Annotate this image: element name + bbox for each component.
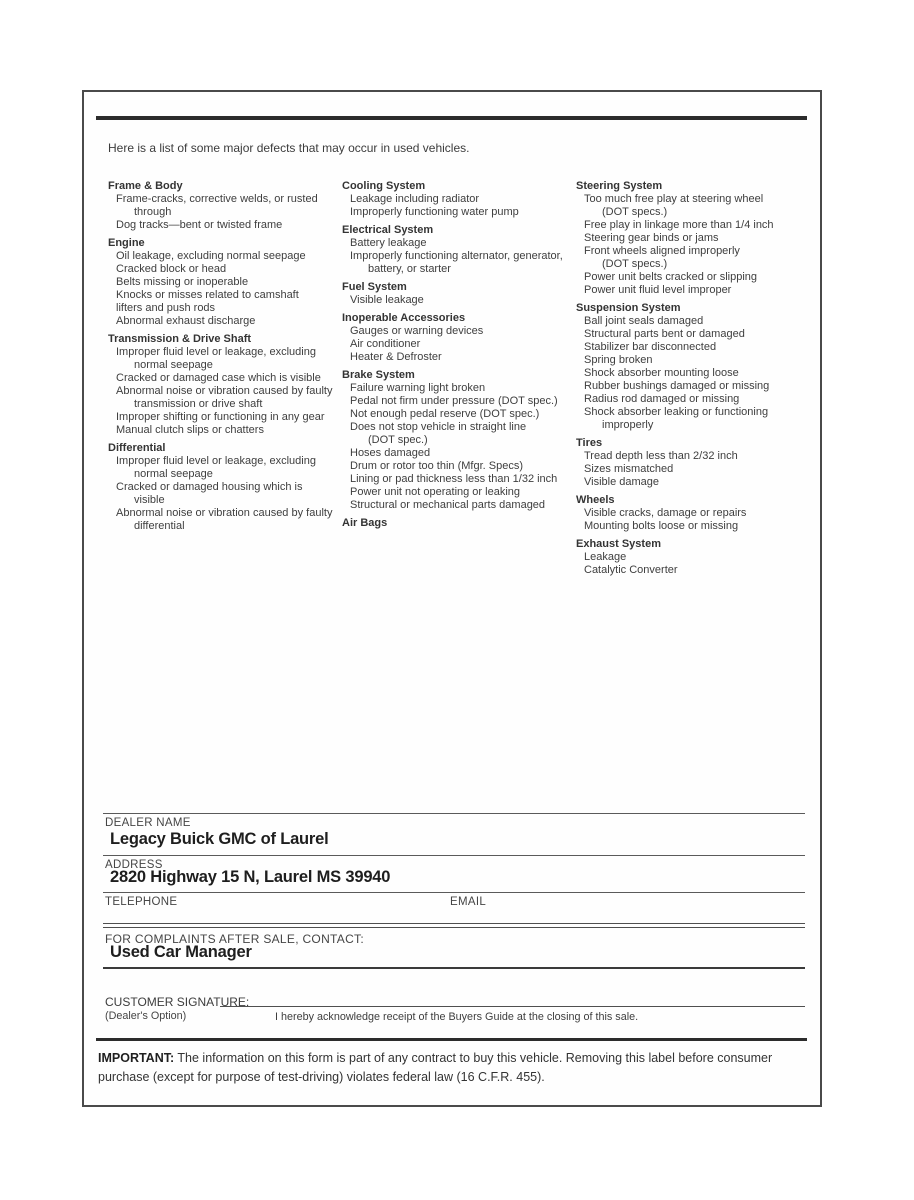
defect-item-line: Does not stop vehicle in straight line	[350, 421, 527, 433]
defect-item-line: Rubber bushings damaged or missing	[584, 380, 770, 392]
defect-section	[576, 437, 804, 489]
defect-item-line: Structural or mechanical parts damaged	[350, 499, 546, 511]
top-rule	[96, 116, 807, 120]
defect-item-line: Improper shifting or functioning in any gear	[116, 411, 325, 423]
defect-item-line: Improperly functioning alternator, generator,	[350, 250, 563, 262]
defect-item-line: Leakage including radiator	[350, 193, 480, 205]
defect-item-line: Visible cracks, damage or repairs	[584, 507, 747, 519]
defect-item-line: Dog tracks—bent or twisted frame	[116, 219, 283, 231]
defect-item-line: Shock absorber leaking or functioning	[584, 406, 769, 418]
defect-item-line: Spring broken	[584, 354, 653, 366]
defect-item-line: Power unit belts cracked or slipping	[584, 271, 758, 283]
defect-item-line: Abnormal noise or vibration caused by faulty	[116, 385, 333, 397]
address-label: ADDRESS	[105, 859, 163, 871]
defect-item-line: Hoses damaged	[350, 447, 431, 459]
defect-item-line: Shock absorber mounting loose	[584, 367, 739, 379]
customer-signature-line	[220, 1006, 805, 1007]
telephone-rule	[103, 892, 805, 893]
defect-section-title: Steering System	[576, 180, 663, 192]
defect-item-line: Stabilizer bar disconnected	[584, 341, 717, 353]
address-rule	[103, 855, 805, 856]
defect-item-line: Lining or pad thickness less than 1/32 inch	[350, 473, 558, 485]
defects-column-3	[576, 180, 804, 577]
defect-item-line: Cracked or damaged housing which is	[116, 481, 303, 493]
defect-section-title: Fuel System	[342, 281, 407, 293]
defect-item-line: Visible damage	[584, 476, 660, 488]
defect-item-line: lifters and push rods	[116, 302, 216, 314]
defect-section	[576, 180, 804, 297]
defect-section-title: Differential	[108, 442, 166, 454]
dealer-name-label: DEALER NAME	[105, 817, 191, 829]
defect-item-line: Belts missing or inoperable	[116, 276, 249, 288]
defect-section	[342, 180, 574, 219]
defect-section	[108, 237, 340, 328]
defect-item-line: Not enough pedal reserve (DOT spec.)	[350, 408, 540, 420]
defect-item-line: Improper fluid level or leakage, excluding	[116, 346, 316, 358]
defect-item-line: Mounting bolts loose or missing	[584, 520, 739, 532]
defect-item-line: Leakage	[584, 551, 627, 563]
defect-item-line: Battery leakage	[350, 237, 427, 249]
defect-item-line: Improper fluid level or leakage, excluding	[116, 455, 316, 467]
defect-section	[342, 312, 574, 364]
defect-item-line: Abnormal noise or vibration caused by faulty	[116, 507, 333, 519]
telephone-label: TELEPHONE	[105, 896, 178, 908]
defect-item-line: Ball joint seals damaged	[584, 315, 704, 327]
complaints-label: FOR COMPLAINTS AFTER SALE, CONTACT:	[105, 932, 364, 946]
defect-item-line: differential	[134, 520, 185, 532]
defect-item-line: (DOT specs.)	[602, 258, 668, 270]
defect-item-line: Heater & Defroster	[350, 351, 442, 363]
defect-item-line: Improperly functioning water pump	[350, 206, 519, 218]
defect-section	[108, 180, 340, 232]
defect-item-line: (DOT spec.)	[368, 434, 428, 446]
defect-section-title: Wheels	[576, 494, 615, 506]
defect-item-line: Cracked block or head	[116, 263, 227, 275]
defect-item-line: Too much free play at steering wheel	[584, 193, 764, 205]
defect-item-line: Catalytic Converter	[584, 564, 678, 576]
signature-acknowledgement-text: I hereby acknowledge receipt of the Buyers Guide at the closing of this sale.	[275, 1011, 639, 1023]
defect-section-title: Exhaust System	[576, 538, 661, 550]
complaints-bottom-rule	[103, 967, 805, 969]
dealer-name-rule	[103, 813, 805, 814]
defect-item-line: Abnormal exhaust discharge	[116, 315, 256, 327]
defect-item-line: Knocks or misses related to camshaft	[116, 289, 299, 301]
defect-item-line: visible	[134, 494, 165, 506]
defect-section-title: Electrical System	[342, 224, 434, 236]
defect-item-line: Visible leakage	[350, 294, 424, 306]
defect-item-line: Tread depth less than 2/32 inch	[584, 450, 738, 462]
customer-signature-label: CUSTOMER SIGNATURE:	[105, 995, 250, 1009]
important-text: The information on this form is part of any contract to buy this vehicle. Removing this label before consumer purchase (except for purpose of test-driving) violates federal law (16 C.F.R. 455).	[98, 1051, 773, 1084]
buyers-guide-back-page	[82, 90, 822, 1107]
defect-section	[342, 517, 574, 530]
defect-item-line: Frame-cracks, corrective welds, or rusted	[116, 193, 318, 205]
email-label: EMAIL	[450, 896, 487, 908]
defect-item-line: Power unit fluid level improper	[584, 284, 732, 296]
defect-item-line: normal seepage	[134, 468, 213, 480]
defect-item-line: battery, or starter	[368, 263, 451, 275]
defect-section-title: Engine	[108, 237, 145, 249]
defect-section-title: Cooling System	[342, 180, 426, 192]
defect-item-line: Front wheels aligned improperly	[584, 245, 740, 257]
defect-item-line: Cracked or damaged case which is visible	[116, 372, 321, 384]
defects-column-1	[108, 180, 340, 533]
defect-item-line: Free play in linkage more than 1/4 inch	[584, 219, 774, 231]
defect-section	[108, 333, 340, 437]
dealer-name-value: Legacy Buick GMC of Laurel	[110, 830, 329, 848]
dealers-option-note: (Dealer's Option)	[105, 1010, 187, 1022]
defect-item-line: Gauges or warning devices	[350, 325, 484, 337]
defect-section-title: Transmission & Drive Shaft	[108, 333, 252, 345]
defect-item-line: Failure warning light broken	[350, 382, 486, 394]
defects-column-2	[342, 180, 574, 530]
defect-section	[342, 369, 574, 512]
defect-item-line: improperly	[602, 419, 654, 431]
defect-item-line: Steering gear binds or jams	[584, 232, 719, 244]
important-label: IMPORTANT:	[98, 1051, 175, 1065]
defect-item-line: through	[134, 206, 172, 218]
defect-item-line: normal seepage	[134, 359, 213, 371]
defect-item-line: Power unit not operating or leaking	[350, 486, 520, 498]
defect-item-line: Air conditioner	[350, 338, 421, 350]
complaints-rule	[103, 923, 805, 928]
defect-section-title: Inoperable Accessories	[342, 312, 466, 324]
defect-item-line: (DOT specs.)	[602, 206, 668, 218]
defect-item-line: Sizes mismatched	[584, 463, 674, 475]
address-value: 2820 Highway 15 N, Laurel MS 39940	[110, 868, 391, 886]
intro-text: Here is a list of some major defects that may occur in used vehicles.	[108, 141, 470, 155]
complaints-value: Used Car Manager	[110, 943, 252, 961]
defect-section-title: Air Bags	[342, 517, 388, 529]
defect-section-title: Frame & Body	[108, 180, 183, 192]
defect-item-line: Oil leakage, excluding normal seepage	[116, 250, 306, 262]
important-notice	[98, 1049, 798, 1087]
defect-item-line: transmission or drive shaft	[134, 398, 263, 410]
defect-section-title: Tires	[576, 437, 603, 449]
defect-item-line: Radius rod damaged or missing	[584, 393, 740, 405]
defect-section	[576, 538, 804, 577]
bottom-rule	[96, 1038, 807, 1041]
defect-section	[576, 302, 804, 432]
defect-section	[342, 224, 574, 276]
defect-section-title: Suspension System	[576, 302, 681, 314]
defect-section	[108, 442, 340, 533]
defect-section	[342, 281, 574, 307]
defect-item-line: Structural parts bent or damaged	[584, 328, 745, 340]
defect-item-line: Manual clutch slips or chatters	[116, 424, 264, 436]
defect-item-line: Pedal not firm under pressure (DOT spec.)	[350, 395, 558, 407]
defect-section	[576, 494, 804, 533]
defect-section-title: Brake System	[342, 369, 415, 381]
defect-item-line: Drum or rotor too thin (Mfgr. Specs)	[350, 460, 523, 472]
